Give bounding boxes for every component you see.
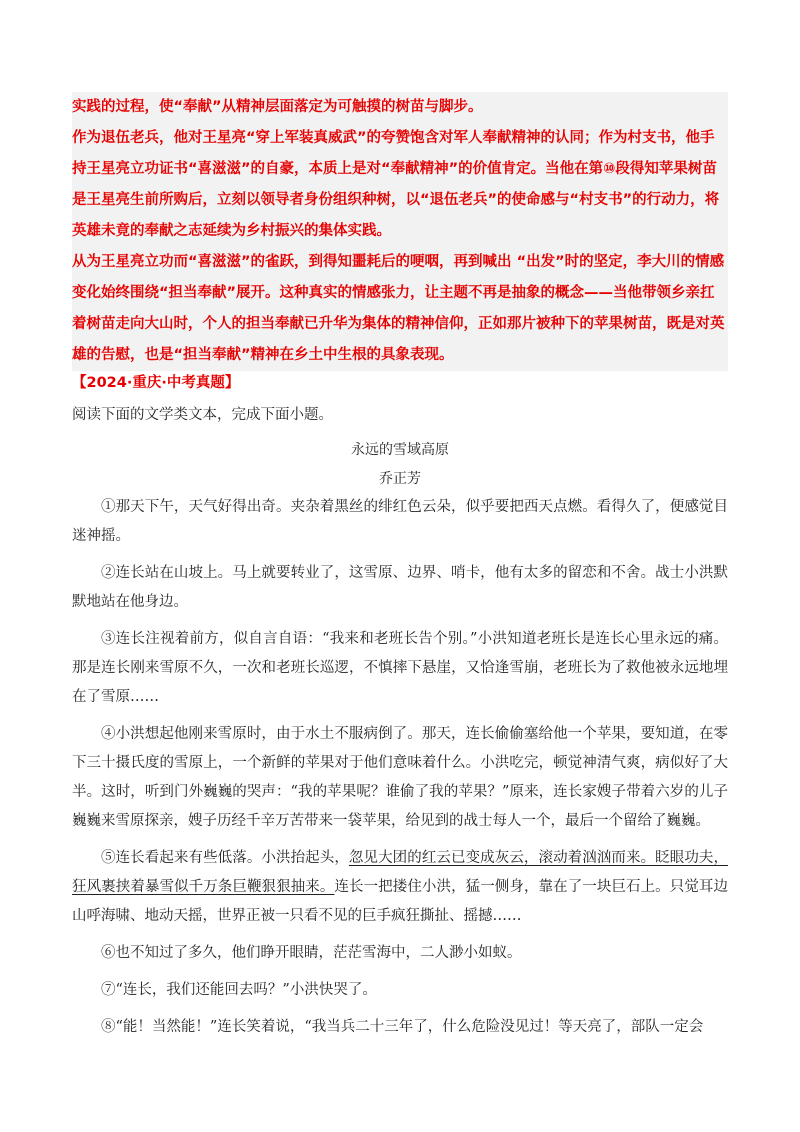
story-paragraph-8: ⑧“能！当然能！”连长笑着说，“我当兵二十三年了，什么危险没见过！等天亮了，部队一定会 bbox=[101, 1019, 704, 1035]
underlined-sentence: 忽见大团的红云已变成灰云，滚动着汹汹而来。眨眼功夫，狂风裹挟着暴雪似千万条巨鞭狠狠抽来。 bbox=[72, 850, 729, 895]
story-paragraph-1: ①那天下午，天气好得出奇。夹杂着黑丝的绯红色云朵，似乎要把西天点燃。看得久了，便感觉目迷神摇。 bbox=[72, 499, 728, 544]
story-paragraph-2: ②连长站在山坡上。马上就要转业了，这雪原、边界、哨卡，他有太多的留恋和不舍。战士小洪默默地站在他身边。 bbox=[72, 565, 728, 610]
answer-explanation-box bbox=[72, 92, 728, 371]
story-paragraph-3: ③连长注视着前方，似自言自语：“我来和老班长告个别。”小洪知道老班长是连长心里永远的痛。那是连长刚来雪原不久，一次和老班长巡逻，不慎摔下悬崖，又恰逢雪崩，老班长为了救他被永远地埋在了雪原…… bbox=[72, 631, 728, 705]
story-body bbox=[72, 493, 728, 1050]
exam-source-tag: 【2024·重庆·中考真题】 bbox=[72, 375, 240, 391]
story-author: 乔正芳 bbox=[379, 471, 421, 487]
story-paragraph-5 bbox=[72, 844, 728, 931]
question-instruction: 阅读下面的文学类文本，完成下面小题。 bbox=[72, 407, 333, 423]
story-title: 永远的雪域高原 bbox=[351, 442, 449, 458]
story-paragraph-7: ⑦“连长，我们还能回去吗？”小洪快哭了。 bbox=[101, 982, 377, 998]
answer-paragraph-2: 作为退伍老兵，他对王星亮“穿上军装真威武”的夸赞饱含对军人奉献精神的认同；作为村支书，他手持王星亮立功证书“喜滋滋”的自豪，本质上是对“奉献精神”的价值肯定。当他在第⑩段得知苹果树苗是王星亮生前所购后，立刻以领导者身份组织种树，以“退伍老兵”的使命感与“村支书”的行动力，将英雄未竟的奉献之志延续为乡村振兴的集体实践。 bbox=[72, 130, 720, 239]
story-paragraph-4: ④小洪想起他刚来雪原时，由于水土不服病倒了。那天，连长偷偷塞给他一个苹果，要知道，在零下三十摄氏度的雪原上，一个新鲜的苹果对于他们意味着什么。小洪吃完，顿觉神清气爽，病似好了大半。这时，听到门外巍巍的哭声：“我的苹果呢？谁偷了我的苹果？”原来，连长家嫂子带着六岁的儿子巍巍来雪原探亲，嫂子历经千辛万苦带来一袋苹果，给见到的战士每人一个，最后一个留给了巍巍。 bbox=[72, 726, 728, 829]
paragraph-5-rest: 连长一把搂住小洪，猛一侧身，靠在了一块巨石上。只觉耳边山呼海啸、地动天摇，世界正被一只看不见的巨手疯狂撕扯、摇撼…… bbox=[72, 879, 729, 924]
story-paragraph-6: ⑥也不知过了多久，他们睁开眼睛，茫茫雪海中，二人渺小如蚁。 bbox=[101, 945, 522, 961]
paragraph-5-lead: ⑤连长看起来有些低落。小洪抬起头， bbox=[101, 850, 349, 866]
answer-paragraph-3: 从为王星亮立功而“喜滋滋”的雀跃，到得知噩耗后的哽咽，再到喊出 “出发”时的坚定，李大川的情感变化始终围绕“担当奉献”展开。这种真实的情感张力，让主题不再是抽象的概念——当他带领乡亲扛着树苗走向大山时，个人的担当奉献已升华为集体的精神信仰，正如那片被种下的苹果树苗，既是对英雄的告慰，也是“担当奉献”精神在乡土中生根的具象表现。 bbox=[72, 254, 725, 363]
answer-paragraph-1: 实践的过程，使“奉献”从精神层面落定为可触摸的树苗与脚步。 bbox=[72, 99, 483, 115]
